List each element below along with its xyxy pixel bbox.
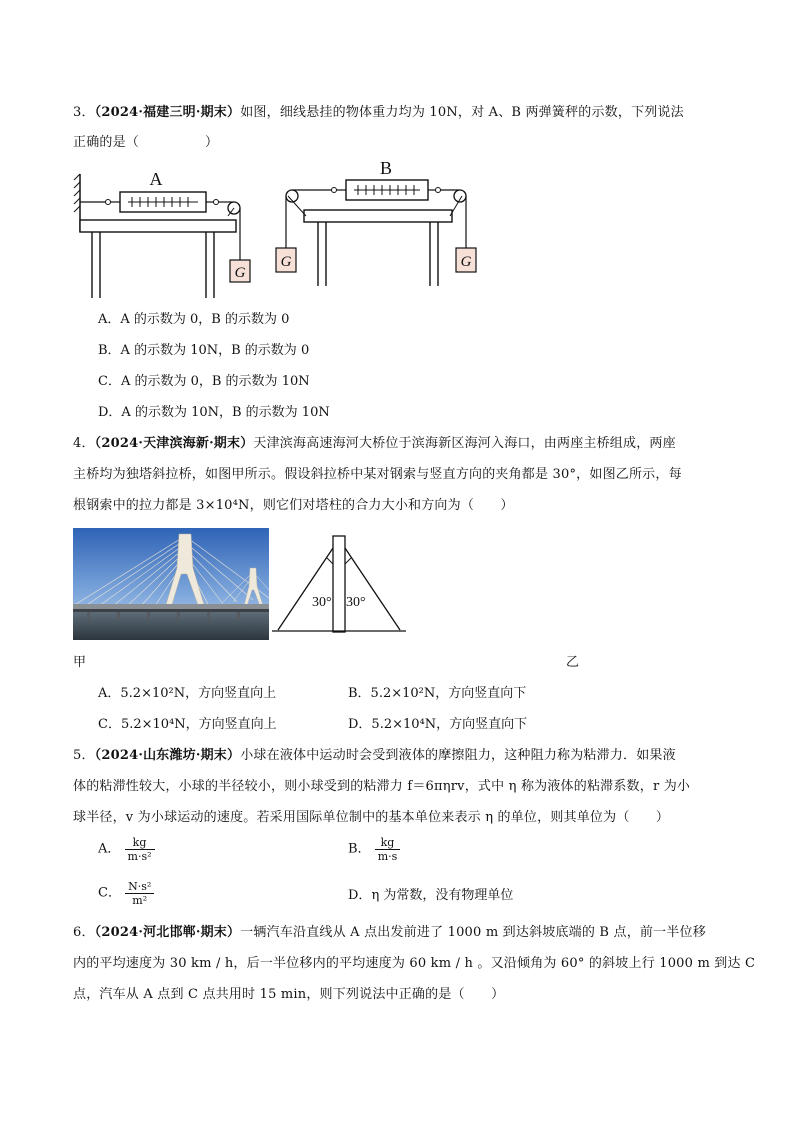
q5-option-b-fraction: $\frac{kg}{m\cdot s}$ — [375, 836, 401, 863]
q6-number: 6． — [73, 925, 95, 940]
q5-stem-line3: 球半径，v 为小球运动的速度。若采用国际单位制中的基本单位来表示 η 的单位，则其单位为（ ） — [73, 810, 670, 825]
angle-right-label: 30° — [346, 595, 366, 610]
q4-option-b[interactable]: B．5.2×10²N，方向竖直向下 — [348, 686, 527, 701]
q5-option-a[interactable] — [98, 836, 155, 863]
q4-stem-line3: 根钢索中的拉力都是 3×10⁴N，则它们对塔柱的合力大小和方向为（ ） — [73, 498, 514, 513]
q5-option-d-text: η 为常数，没有物理单位 — [371, 888, 514, 903]
q5-option-b-letter: B． — [348, 841, 371, 857]
q4-source: （2024·天津滨海新·期末） — [94, 436, 254, 451]
cable-angle-diagram — [272, 534, 408, 636]
q5-stem-line2: 体的粘滞性较大，小球的半径较小，则小球受到的粘滞力 f＝6πηrv，式中 η 称为液体的粘滞系数，r 为小 — [73, 779, 691, 794]
caption-jia: 甲 — [73, 655, 87, 670]
q3-number: 3． — [73, 105, 95, 120]
bridge-photo — [73, 528, 269, 640]
q5-option-c-letter: C． — [98, 885, 121, 901]
q5-option-d[interactable] — [348, 887, 513, 905]
q5-option-a-letter: A． — [98, 841, 121, 857]
angle-left-label: 30° — [312, 595, 332, 610]
q4-option-c[interactable]: C．5.2×10⁴N，方向竖直向上 — [98, 717, 277, 732]
q6-stem-line3: 点，汽车从 A 点到 C 点共用时 15 min，则下列说法中正确的是（ ） — [73, 987, 505, 1002]
caption-yi: 乙 — [566, 655, 580, 670]
q3-stem-line2: 正确的是（ ） — [73, 135, 219, 150]
q4-stem-line2: 主桥均为独塔斜拉桥，如图甲所示。假设斜拉桥中某对钢索与竖直方向的夹角都是 30°，如图乙所示，每 — [73, 467, 682, 482]
q5-stem-line1 — [73, 747, 676, 765]
q5-stem-text: 小球在液体中运动时会受到液体的摩擦阻力，这种阻力称为粘滞力．如果液 — [240, 748, 676, 763]
q5-option-a-fraction: $\frac{kg}{\text{m·s²}}$ — [125, 836, 155, 863]
q3-source: （2024·福建三明·期末） — [94, 105, 241, 120]
q3-stem-line1 — [73, 104, 684, 122]
q3-stem-text: 如图，细线悬挂的物体重力均为 10N，对 A、B 两弹簧秤的示数，下列说法 — [240, 105, 684, 120]
label-a: A — [149, 169, 163, 189]
q4-option-d[interactable]: D．5.2×10⁴N，方向竖直向下 — [348, 717, 528, 732]
q5-number: 5． — [73, 748, 95, 763]
q3-option-a[interactable]: A．A 的示数为 0，B 的示数为 0 — [98, 312, 290, 327]
q4-stem-line1 — [73, 435, 676, 453]
q6-stem-line2: 内的平均速度为 30 km / h，后一半位移内的平均速度为 60 km / h 。又沿倾角为 60° 的斜坡上行 1000 m 到达 C — [73, 956, 756, 971]
label-b: B — [379, 160, 393, 178]
q5-source: （2024·山东潍坊·期末） — [94, 748, 241, 763]
q6-source: （2024·河北邯郸·期末） — [94, 925, 241, 940]
q3-option-c[interactable]: C．A 的示数为 0，B 的示数为 10N — [98, 374, 310, 389]
figure-a — [74, 169, 250, 298]
q3-option-b[interactable]: B．A 的示数为 10N，B 的示数为 0 — [98, 343, 310, 358]
q3-spring-scale-figure — [70, 160, 490, 300]
q6-stem-line1 — [73, 924, 706, 942]
q3-option-d[interactable]: D．A 的示数为 10N，B 的示数为 10N — [98, 405, 330, 420]
q4-number: 4． — [73, 436, 95, 451]
q4-stem-text: 天津滨海高速海河大桥位于滨海新区海河入海口，由两座主桥组成，两座 — [253, 436, 676, 451]
figure-b — [276, 160, 476, 286]
weight-g-a: G — [234, 265, 246, 281]
q6-stem-text: 一辆汽车沿直线从 A 点出发前进了 1000 m 到达斜坡底端的 B 点，前一半位移 — [240, 925, 706, 940]
q5-option-c-fraction: $\frac{\text{N·s²}}{\text{m²}}$ — [125, 880, 154, 907]
weight-g-b-left: G — [280, 254, 292, 270]
q5-option-d-letter: D． — [348, 888, 372, 903]
q5-option-c[interactable] — [98, 880, 154, 907]
weight-g-b-right: G — [460, 254, 472, 270]
q5-option-b[interactable] — [348, 836, 400, 863]
q4-option-a[interactable]: A．5.2×10²N，方向竖直向上 — [98, 686, 277, 701]
